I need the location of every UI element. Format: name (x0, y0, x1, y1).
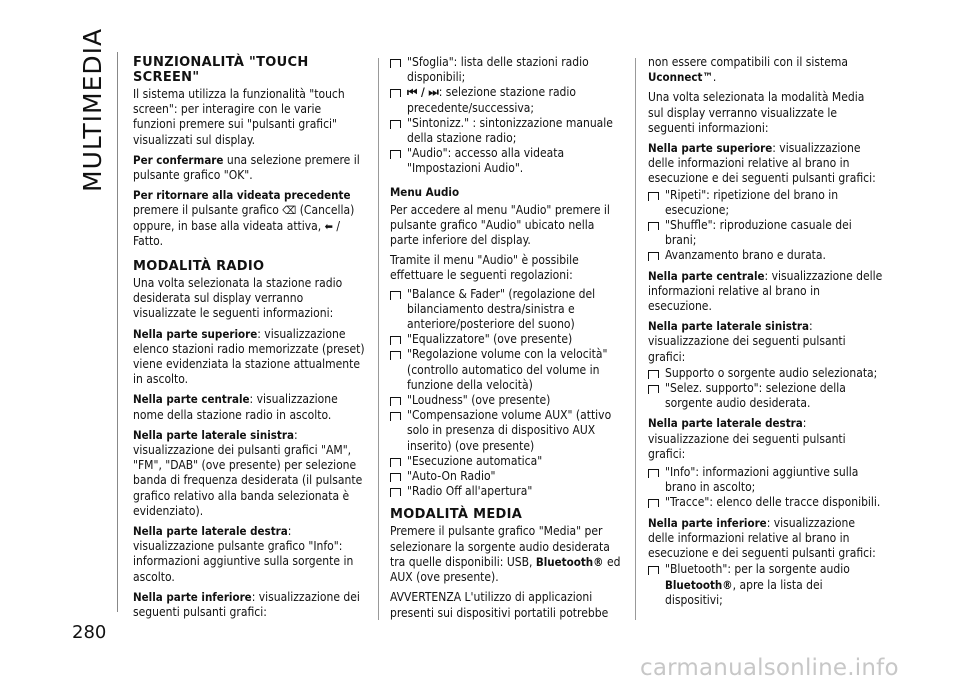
bullet-marker-icon (390, 351, 401, 359)
term: Nella parte centrale (133, 392, 250, 407)
text: "Bluetooth": per la sorgente audio (665, 562, 850, 577)
list-item (390, 469, 622, 484)
text: : visualizzazione dei pulsanti grafici "AM", "FM", "DAB" (ove presente) per selezione banda di frequenza desiderata (il pulsante grafico relativo alla banda selezionata è evidenziato). (133, 427, 363, 518)
text: : visualizzazione dei seguenti pulsanti grafici: (648, 319, 846, 364)
term: Per ritornare alla videata precedente (133, 188, 351, 203)
text: Avanzamento brano e durata. (665, 248, 826, 263)
definition-block (648, 269, 883, 315)
term: Nella parte laterale destra (648, 416, 803, 431)
term: Nella parte inferiore (133, 589, 252, 604)
definition-block (133, 392, 365, 422)
definition-block (648, 516, 883, 562)
definition-block (133, 153, 365, 183)
list-item (390, 146, 622, 176)
text: : selezione stazione radio precedente/successiva; (407, 85, 577, 115)
text: "Selez. supporto": selezione della sorgente audio desiderata. (665, 381, 846, 411)
list-item (648, 562, 883, 608)
column-1 (133, 55, 365, 625)
bullet-marker-icon (390, 150, 401, 158)
bullet-marker-icon (390, 291, 401, 299)
list-item (648, 188, 883, 218)
term: Nella parte laterale sinistra (648, 319, 809, 334)
term: Nella parte inferiore (648, 515, 767, 530)
bullet-marker-icon (648, 370, 659, 378)
column-2 (390, 55, 622, 626)
bullet-marker-icon (390, 397, 401, 405)
heading-touch-screen: FUNZIONALITÀ "TOUCH SCREEN" (133, 55, 309, 85)
text: "Regolazione volume con la velocità" (controllo automatico del volume in funzione della velocità) (407, 347, 608, 392)
term: Nella parte superiore (133, 326, 258, 341)
bullet-marker-icon (390, 336, 401, 344)
text: premere il pulsante grafico (133, 203, 283, 218)
text: Premere il pulsante grafico "Media" per selezionare la sorgente audio desiderata tra quelle disponibili: USB, (390, 524, 610, 569)
definition-block (133, 524, 365, 585)
text: "Shuffle": riproduzione casuale dei brani; (665, 218, 852, 248)
term: Nella parte centrale (648, 268, 765, 283)
list-item (390, 454, 622, 469)
watermark: carmanualsonline.info (640, 655, 899, 681)
text: : visualizzazione dei seguenti pulsanti grafici: (648, 416, 846, 461)
text: non essere compatibili con il sistema (648, 55, 849, 69)
column-divider (378, 58, 379, 620)
bullet-marker-icon (390, 488, 401, 496)
text: "Loudness" (ove presente) (407, 393, 551, 408)
list-item (648, 465, 883, 495)
term: Nella parte laterale destra (133, 524, 288, 539)
definition-block (133, 590, 365, 620)
column-3 (648, 55, 883, 608)
text: : visualizzazione delle informazioni relative al brano in esecuzione. (648, 268, 883, 314)
list-item (390, 287, 622, 333)
list-item (390, 55, 622, 85)
text: "Sfoglia": lista delle stazioni radio disponibili; (407, 55, 589, 85)
list-item (648, 495, 883, 510)
column-divider (635, 58, 636, 620)
list-item (390, 393, 622, 408)
term: Uconnect™ (648, 70, 713, 85)
text: "Compensazione volume AUX" (attivo solo in presenza di dispositivo AUX inserito) (ove presente) (407, 408, 612, 453)
definition-block (133, 327, 365, 388)
paragraph: Il sistema utilizza la funzionalità "touch screen": per interagire con le varie funzioni premere sui "pulsanti grafici" visualizzati sul display. (133, 87, 345, 147)
bullet-marker-icon (390, 458, 401, 466)
list-item (648, 381, 883, 411)
text: / Fatto. (133, 218, 341, 248)
backspace-icon: ⌫ (282, 204, 297, 218)
text: : visualizzazione nome della stazione radio in ascolto. (133, 392, 338, 422)
bullet-marker-icon (390, 89, 401, 97)
list-item (648, 218, 883, 248)
term: Per confermare (133, 152, 224, 167)
text: "Sintonizz." : sintonizzazione manuale della stazione radio; (407, 115, 613, 146)
text: Supporto o sorgente audio selezionata; (665, 365, 878, 380)
paragraph: Una volta selezionata la stazione radio desiderata sul display verranno visualizzate le seguenti informazioni: (133, 276, 343, 321)
sidebar (78, 27, 108, 192)
term: Bluetooth® (535, 554, 604, 569)
term: Nella parte laterale sinistra (133, 427, 294, 442)
text: : visualizzazione dei seguenti pulsanti grafici: (133, 589, 360, 620)
heading-audio-menu: Menu Audio (390, 184, 460, 199)
heading-media-mode: MODALITÀ MEDIA (390, 507, 523, 523)
term: Bluetooth® (665, 577, 733, 592)
text: "Audio": accesso alla videata "Impostazioni Audio". (407, 146, 565, 176)
prev-next-icon: ⏮ / ⏭ (407, 85, 439, 100)
bullet-marker-icon (390, 473, 401, 481)
text: : visualizzazione pulsante grafico "Info": informazioni aggiuntive sulla sorgente in ascolto. (133, 524, 354, 584)
definition-block (648, 141, 883, 187)
list-item (648, 366, 883, 381)
list-item (390, 332, 622, 347)
text: : visualizzazione delle informazioni relative al brano in esecuzione e dei seguenti pulsanti grafici: (648, 515, 876, 561)
text: . (712, 70, 717, 85)
list-item (648, 248, 883, 263)
list-item (390, 347, 622, 393)
text: "Radio Off all'apertura" (407, 484, 533, 499)
paragraph: Per accedere al menu "Audio" premere il pulsante grafico "Audio" ubicato nella parte inferiore del display. (390, 202, 610, 248)
definition-block (133, 428, 365, 519)
text: "Equalizzatore" (ove presente) (407, 332, 573, 347)
warning-paragraph: AVVERTENZA L'utilizzo di applicazioni presenti sui dispositivi portatili potrebbe (390, 590, 609, 620)
bullet-marker-icon (390, 120, 401, 128)
text: "Esecuzione automatica" (407, 453, 543, 468)
bullet-marker-icon (648, 192, 659, 200)
page-number: 280 (72, 622, 107, 643)
text: "Info": informazioni aggiuntive sulla brano in ascolto; (665, 465, 859, 495)
bullet-marker-icon (648, 385, 659, 393)
bullet-marker-icon (648, 566, 659, 574)
text: ed AUX (ove presente). (390, 554, 621, 585)
back-arrow-icon: ⬅ (324, 219, 333, 233)
bullet-marker-icon (648, 252, 659, 260)
bullet-marker-icon (390, 412, 401, 420)
text: "Tracce": elenco delle tracce disponibili. (665, 495, 881, 510)
definition-block (648, 319, 883, 365)
bullet-marker-icon (390, 59, 401, 67)
text: (Cancella) oppure, in base alla videata attiva, (133, 203, 355, 233)
paragraph (390, 524, 622, 585)
term: Nella parte superiore (648, 141, 773, 156)
definition-block (648, 416, 883, 462)
list-item (390, 85, 622, 115)
list-item (390, 408, 622, 454)
paragraph (648, 55, 883, 85)
section-title: MULTIMEDIA (78, 27, 107, 192)
text: , apre la lista dei dispositivi; (665, 577, 823, 607)
sidebar-divider (117, 52, 118, 612)
bullet-marker-icon (648, 469, 659, 477)
text: : visualizzazione delle informazioni relative al brano in esecuzione e dei seguenti pulsanti grafici: (648, 141, 876, 186)
bullet-marker-icon (648, 499, 659, 507)
paragraph: Tramite il menu "Audio" è possibile effettuare le seguenti regolazioni: (390, 253, 579, 283)
heading-radio-mode: MODALITÀ RADIO (133, 259, 265, 275)
list-item (390, 484, 622, 499)
bullet-marker-icon (648, 222, 659, 230)
text: una selezione premere il pulsante grafico "OK". (133, 152, 360, 183)
text: : visualizzazione elenco stazioni radio memorizzate (preset) viene evidenziata la stazione attualmente in ascolto. (133, 326, 365, 387)
paragraph: Una volta selezionata la modalità Media sul display verranno visualizzate le seguenti informazioni: (648, 90, 865, 135)
definition-block (133, 188, 365, 249)
text: "Auto-On Radio" (407, 469, 496, 484)
text: "Ripeti": ripetizione del brano in esecuzione; (665, 187, 839, 217)
list-item (390, 116, 622, 146)
text: "Balance & Fader" (regolazione del bilanciamento destra/sinistra e anteriore/posteriore del suono) (407, 286, 596, 332)
